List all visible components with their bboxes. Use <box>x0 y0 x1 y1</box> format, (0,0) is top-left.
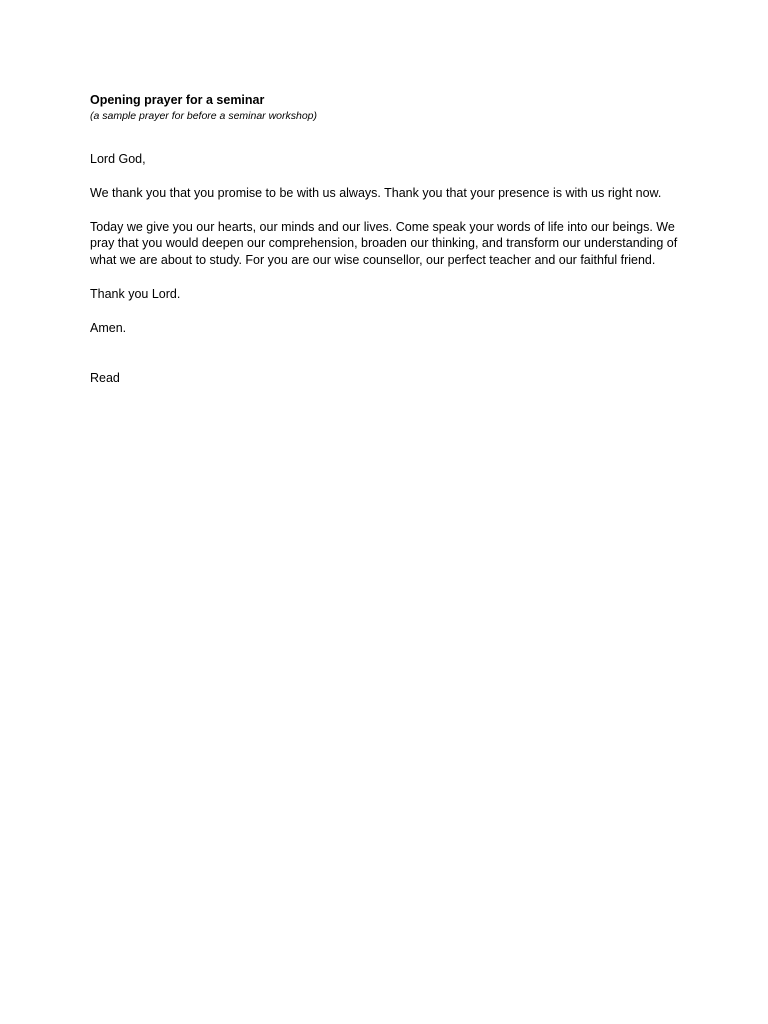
paragraph-amen: Amen. <box>90 320 127 335</box>
salutation: Lord God, <box>90 152 146 166</box>
document-title: Opening prayer for a seminar <box>90 93 265 107</box>
paragraph-prayer: Today we give you our hearts, our minds and our lives. Come speak your words of life into our beings. We pray that you would deepen our comprehension, broaden our thinking, and transform our understanding of what we are about to study. For you are our wise counsellor, our perfect teacher and our faithful friend. <box>90 219 678 268</box>
document-subtitle: (a sample prayer for before a seminar workshop) <box>90 110 318 122</box>
document-page <box>90 92 690 386</box>
paragraph-thank-you-lord: Thank you Lord. <box>90 286 181 301</box>
read-label: Read <box>90 370 120 385</box>
paragraph-thanks: We thank you that you promise to be with us always. Thank you that your presence is with us right now. <box>90 185 662 200</box>
